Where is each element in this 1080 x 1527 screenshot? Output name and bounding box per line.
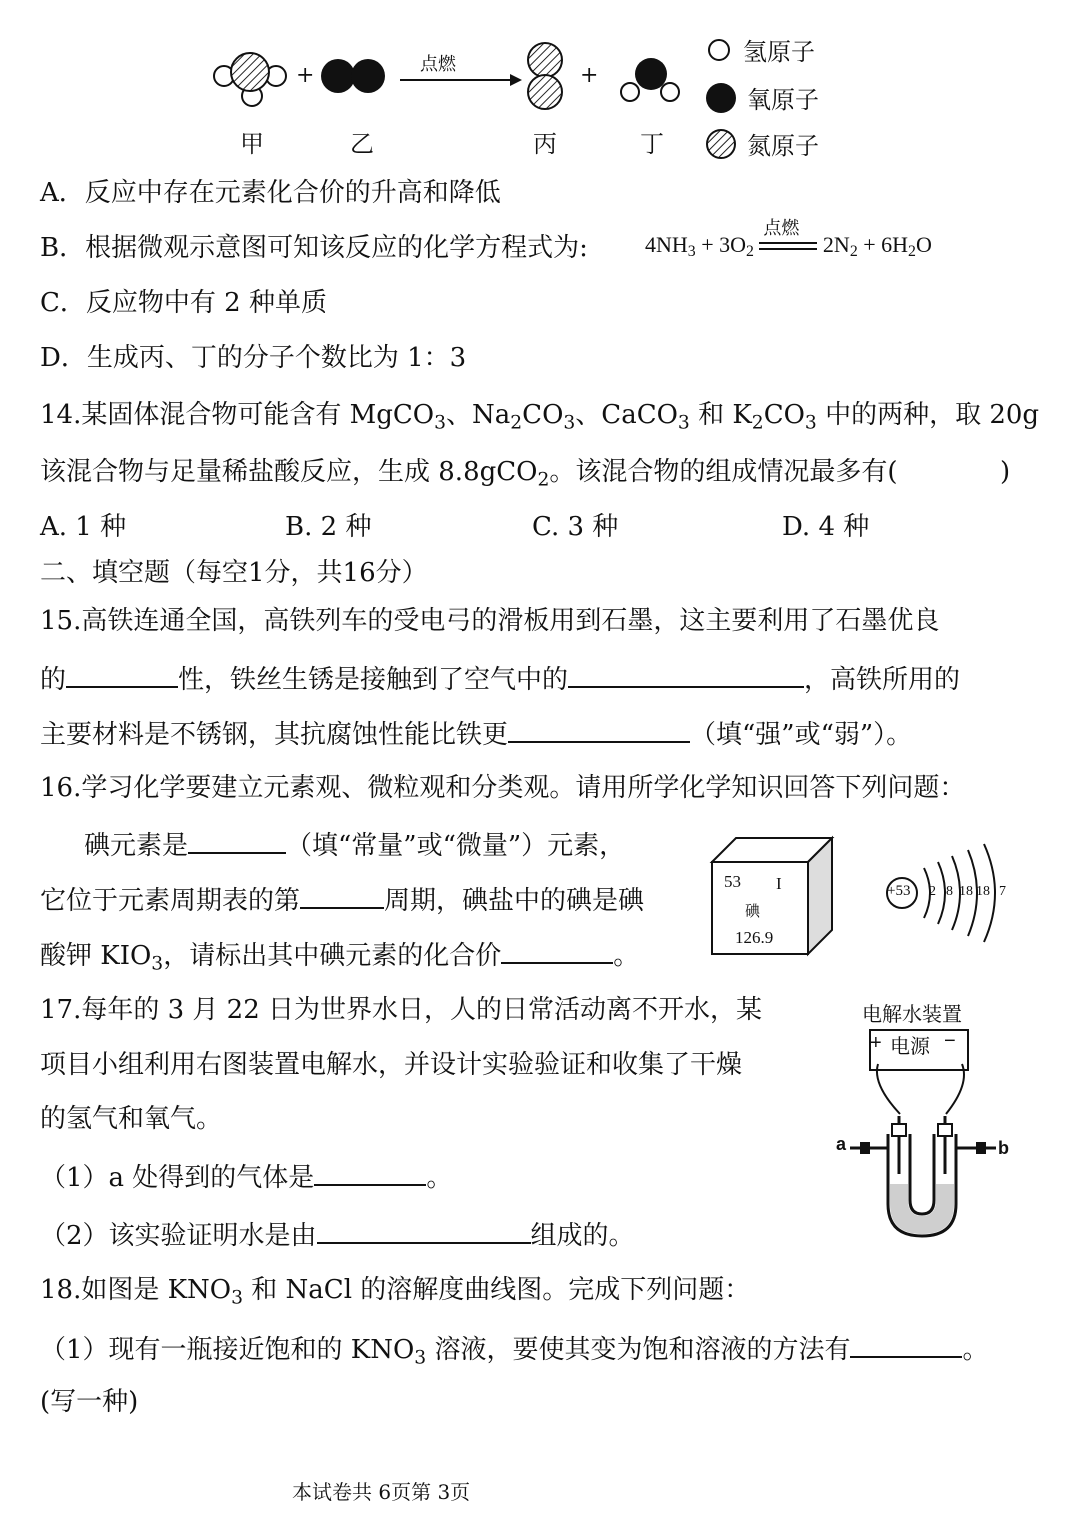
q14-line2: 该混合物与足量稀盐酸反应，生成 8.8gCO$_2$。该混合物的组成情况最多有( — [40, 457, 898, 491]
plus-terminal: + — [870, 1032, 882, 1054]
answer-blank[interactable] — [66, 660, 178, 688]
power-label: 电源 — [890, 1034, 930, 1058]
q16-line4: 酸钾 $KIO_3$，请标出其中碘元素的化合价 。 — [40, 936, 639, 982]
minus-terminal: − — [944, 1030, 956, 1052]
q14-option-c: C. 3 种 — [532, 512, 619, 542]
answer-blank[interactable] — [314, 1158, 426, 1186]
q16-line2: 碘元素是 （填“常量”或“微量”）元素， — [84, 826, 625, 863]
water-molecule — [621, 58, 679, 101]
shell-electrons: 18 — [976, 884, 990, 899]
legend-nitrogen: 氮原子 — [705, 126, 819, 161]
q14-paren-close: ) — [1000, 457, 1011, 487]
q17-sub2: （2）该实验证明水是由 组成的。 — [40, 1216, 635, 1253]
label-yi: 乙 — [350, 130, 374, 158]
q15-line1: 15.高铁连通全国，高铁列车的受电弓的滑板用到石墨，这主要利用了石墨优良 — [40, 606, 940, 636]
answer-blank[interactable] — [317, 1216, 531, 1244]
q14-line1: 14.某固体混合物可能含有 MgCO$_3$、$Na_2CO_3$、CaCO$_3$ 和 $K_2CO_3$ 中的两种，取 20g — [40, 400, 1040, 434]
q17-sub1: （1）a 处得到的气体是 。 — [40, 1158, 452, 1195]
answer-blank[interactable] — [501, 936, 613, 964]
nitrogen-molecule — [528, 43, 562, 109]
nitrogen-atom-icon — [705, 128, 737, 160]
label-jia: 甲 — [240, 130, 264, 158]
label-ding: 丁 — [640, 130, 664, 158]
q18-sub1: （1）现有一瓶接近饱和的 $KNO_3$ 溶液，要使其变为饱和溶液的方法有 。 — [40, 1330, 988, 1376]
q17-line2: 项目小组利用右图装置电解水，并设计实验验证和收集了干燥 — [40, 1050, 743, 1080]
label-a: a — [836, 1134, 847, 1154]
answer-blank[interactable] — [850, 1330, 962, 1358]
plus-sign: + — [296, 63, 315, 88]
hydrogen-atom-icon — [705, 36, 733, 64]
equation-condition: 点燃 — [759, 242, 817, 252]
answer-blank[interactable] — [188, 826, 286, 854]
ammonia-molecule — [214, 53, 286, 106]
element-name: 碘 — [745, 902, 761, 920]
section-heading: 二、填空题（每空1分，共16分） — [40, 558, 428, 588]
element-symbol: I — [776, 874, 782, 893]
q17-line3: 的氢气和氧气。 — [40, 1104, 223, 1134]
option-b: B．根据微观示意图可知该反应的化学方程式为: — [40, 233, 588, 263]
label-bing: 丙 — [533, 130, 557, 158]
q17-line1: 17.每年的 3 月 22 日为世界水日，人的日常活动离不开水，某 — [40, 995, 763, 1025]
q16-line3: 它位于元素周期表的第 周期，碘盐中的碘是碘 — [40, 881, 644, 918]
option-c: C．反应物中有 2 种单质 — [40, 288, 327, 318]
shell-electrons: 18 — [959, 884, 973, 899]
apparatus-title: 电解水装置 — [862, 1002, 962, 1026]
shell-electrons: 7 — [999, 884, 1006, 899]
arrow-condition: 点燃 — [420, 54, 456, 75]
reaction-diagram — [200, 30, 720, 120]
answer-blank[interactable] — [300, 881, 384, 909]
option-d: D．生成丙、丁的分子个数比为 1：3 — [40, 343, 467, 373]
legend-oxygen: 氧原子 — [705, 80, 819, 115]
q15-line3: 主要材料是不锈钢，其抗腐蚀性能比铁更 （填“强”或“弱”）。 — [40, 715, 912, 752]
q14-option-a: A. 1 种 — [40, 512, 127, 542]
q14-option-b: B. 2 种 — [285, 512, 372, 542]
oxygen-molecule — [321, 59, 385, 93]
legend-hydrogen: 氢原子 — [705, 32, 815, 67]
plus-sign: + — [580, 63, 599, 88]
shell-electrons: 2 — [929, 884, 936, 899]
chemical-equation: $4NH_3 + 3O_2$ 点燃 $2N_2 + 6H_2O$ — [645, 217, 932, 260]
q16-line1: 16.学习化学要建立元素观、微粒观和分类观。请用所学化学知识回答下列问题： — [40, 773, 966, 803]
q18-sub1-note: (写一种) — [40, 1387, 139, 1417]
element-number: 53 — [724, 872, 741, 891]
shell-electrons: 8 — [946, 884, 953, 899]
page-footer: 本试卷共 6页第 3页 — [292, 1480, 471, 1504]
option-a: A．反应中存在元素化合价的升高和降低 — [40, 178, 501, 208]
answer-blank[interactable] — [508, 715, 690, 743]
atom-nucleus: +53 — [887, 883, 911, 899]
label-b: b — [998, 1138, 1009, 1158]
q14-option-d: D. 4 种 — [782, 512, 870, 542]
answer-blank[interactable] — [568, 660, 804, 688]
q18-line1: 18.如图是 $KNO_3$ 和 NaCl 的溶解度曲线图。完成下列问题： — [40, 1275, 751, 1309]
oxygen-atom-icon — [705, 82, 737, 114]
electrolysis-apparatus — [836, 1024, 1026, 1244]
element-mass: 126.9 — [735, 928, 774, 947]
q15-line2: 的 性，铁丝生锈是接触到了空气中的 ，高铁所用的 — [40, 660, 960, 697]
